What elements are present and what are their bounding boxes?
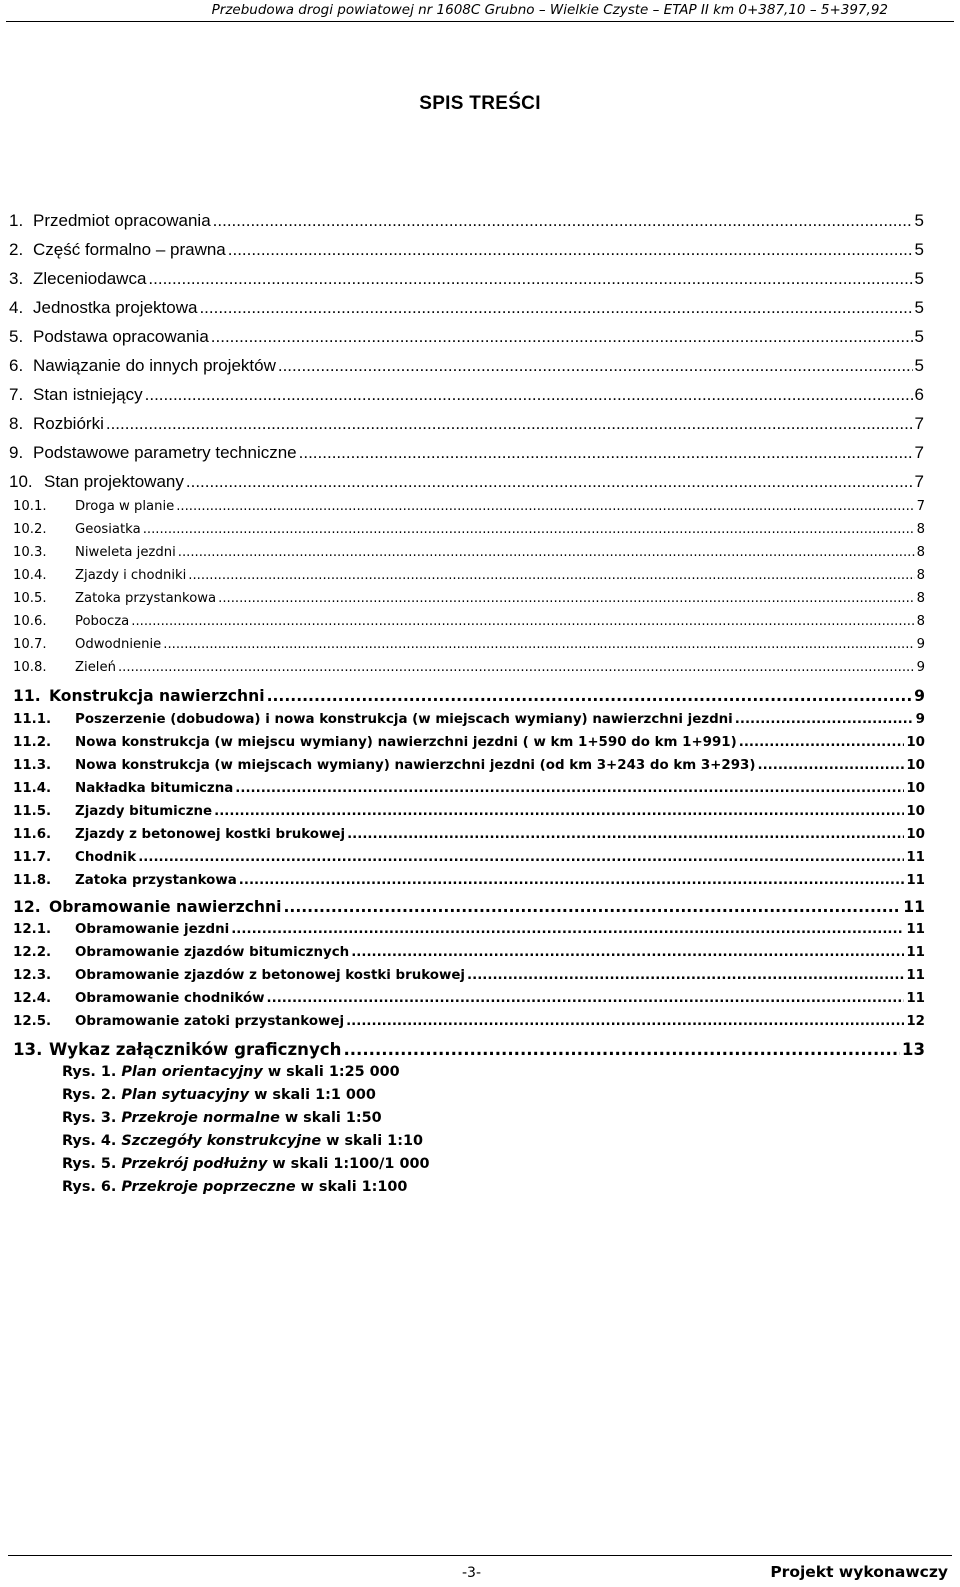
toc-subentry[interactable]: 11.7. Chodnik ..... 11: [13, 850, 925, 870]
footer-rule: [8, 1555, 952, 1556]
page-header: [0, 0, 960, 24]
toc-subentry[interactable]: 10.4. Zjazdy i chodniki ..... 8: [13, 568, 925, 588]
toc-entry[interactable]: 12. Obramowanie nawierzchni ..... 11: [13, 898, 925, 920]
page-number: -3-: [462, 1565, 482, 1581]
toc-subentry[interactable]: 12.2. Obramowanie zjazdów bitumicznych ..... 11: [13, 945, 925, 965]
toc-subentry[interactable]: 10.8. Zieleń ..... 9: [13, 660, 925, 680]
toc-entry[interactable]: 9. Podstawowe parametry techniczne ..... 7: [9, 443, 924, 465]
toc-entry[interactable]: 4. Jednostka projektowa ..... 5: [9, 298, 924, 320]
toc-subentry[interactable]: 12.5. Obramowanie zatoki przystankowej ..... 12: [13, 1014, 925, 1034]
toc-subentry[interactable]: 10.7. Odwodnienie ..... 9: [13, 637, 925, 657]
toc-subentry[interactable]: 11.4. Nakładka bitumiczna ..... 10: [13, 781, 925, 801]
toc-subentry[interactable]: 10.1. Droga w planie ..... 7: [13, 499, 925, 519]
toc-entry[interactable]: 2. Część formalno – prawna ..... 5: [9, 240, 924, 262]
toc-subentry[interactable]: 10.6. Pobocza ..... 8: [13, 614, 925, 634]
toc-entry[interactable]: 3. Zleceniodawca ..... 5: [9, 269, 924, 291]
attachment-item: Rys. 5. Przekrój podłużny w skali 1:100/1 000: [62, 1156, 430, 1172]
toc-entry[interactable]: 11. Konstrukcja nawierzchni ..... 9: [13, 687, 925, 709]
toc-subentry[interactable]: 12.1. Obramowanie jezdni ..... 11: [13, 922, 925, 942]
project-type: Projekt wykonawczy: [770, 1563, 948, 1581]
toc-entry[interactable]: 1. Przedmiot opracowania ..... 5: [9, 211, 924, 233]
toc-subentry[interactable]: 11.8. Zatoka przystankowa ..... 11: [13, 873, 925, 893]
toc-subentry[interactable]: 11.2. Nowa konstrukcja (w miejscu wymiany) nawierzchni jezdni ( w km 1+590 do km 1+991) ..... 10: [13, 735, 925, 755]
toc-entry[interactable]: 13. Wykaz załączników graficznych ..... 13: [13, 1040, 925, 1064]
toc-entry[interactable]: 6. Nawiązanie do innych projektów ..... 5: [9, 356, 924, 378]
toc-entry[interactable]: 8. Rozbiórki ..... 7: [9, 414, 924, 436]
toc-subentry[interactable]: 10.2. Geosiatka ..... 8: [13, 522, 925, 542]
attachment-item: Rys. 4. Szczegóły konstrukcyjne w skali 1:10: [62, 1133, 423, 1149]
toc-subentry[interactable]: 12.3. Obramowanie zjazdów z betonowej kostki brukowej ..... 11: [13, 968, 925, 988]
toc-subentry[interactable]: 10.3. Niweleta jezdni ..... 8: [13, 545, 925, 565]
toc-subentry[interactable]: 11.6. Zjazdy z betonowej kostki brukowej ..... 10: [13, 827, 925, 847]
toc-entry[interactable]: 10. Stan projektowany ..... 7: [9, 472, 924, 494]
toc-subentry[interactable]: 12.4. Obramowanie chodników ..... 11: [13, 991, 925, 1011]
attachment-item: Rys. 2. Plan sytuacyjny w skali 1:1 000: [62, 1087, 376, 1103]
attachment-item: Rys. 3. Przekroje normalne w skali 1:50: [62, 1110, 382, 1126]
toc-subentry[interactable]: 10.5. Zatoka przystankowa ..... 8: [13, 591, 925, 611]
attachment-item: Rys. 6. Przekroje poprzeczne w skali 1:100: [62, 1179, 408, 1195]
header-rule: [6, 21, 954, 22]
toc-entry[interactable]: 7. Stan istniejący ..... 6: [9, 385, 924, 407]
attachment-item: Rys. 1. Plan orientacyjny w skali 1:25 000: [62, 1064, 400, 1080]
toc-subentry[interactable]: 11.3. Nowa konstrukcja (w miejscach wymiany) nawierzchni jezdni (od km 3+243 do km 3+293) ..... 10: [13, 758, 925, 778]
toc-subentry[interactable]: 11.1. Poszerzenie (dobudowa) i nowa konstrukcja (w miejscach wymiany) nawierzchni jezdni ..... 9: [13, 712, 925, 732]
page-title: SPIS TREŚCI: [419, 93, 541, 114]
toc-subentry[interactable]: 11.5. Zjazdy bitumiczne ..... 10: [13, 804, 925, 824]
toc-entry[interactable]: 5. Podstawa opracowania ..... 5: [9, 327, 924, 349]
header-title: Przebudowa drogi powiatowej nr 1608C Grubno – Wielkie Czyste – ETAP II km 0+387,10 – 5+397,92: [211, 2, 888, 18]
page-footer: [0, 1555, 960, 1587]
